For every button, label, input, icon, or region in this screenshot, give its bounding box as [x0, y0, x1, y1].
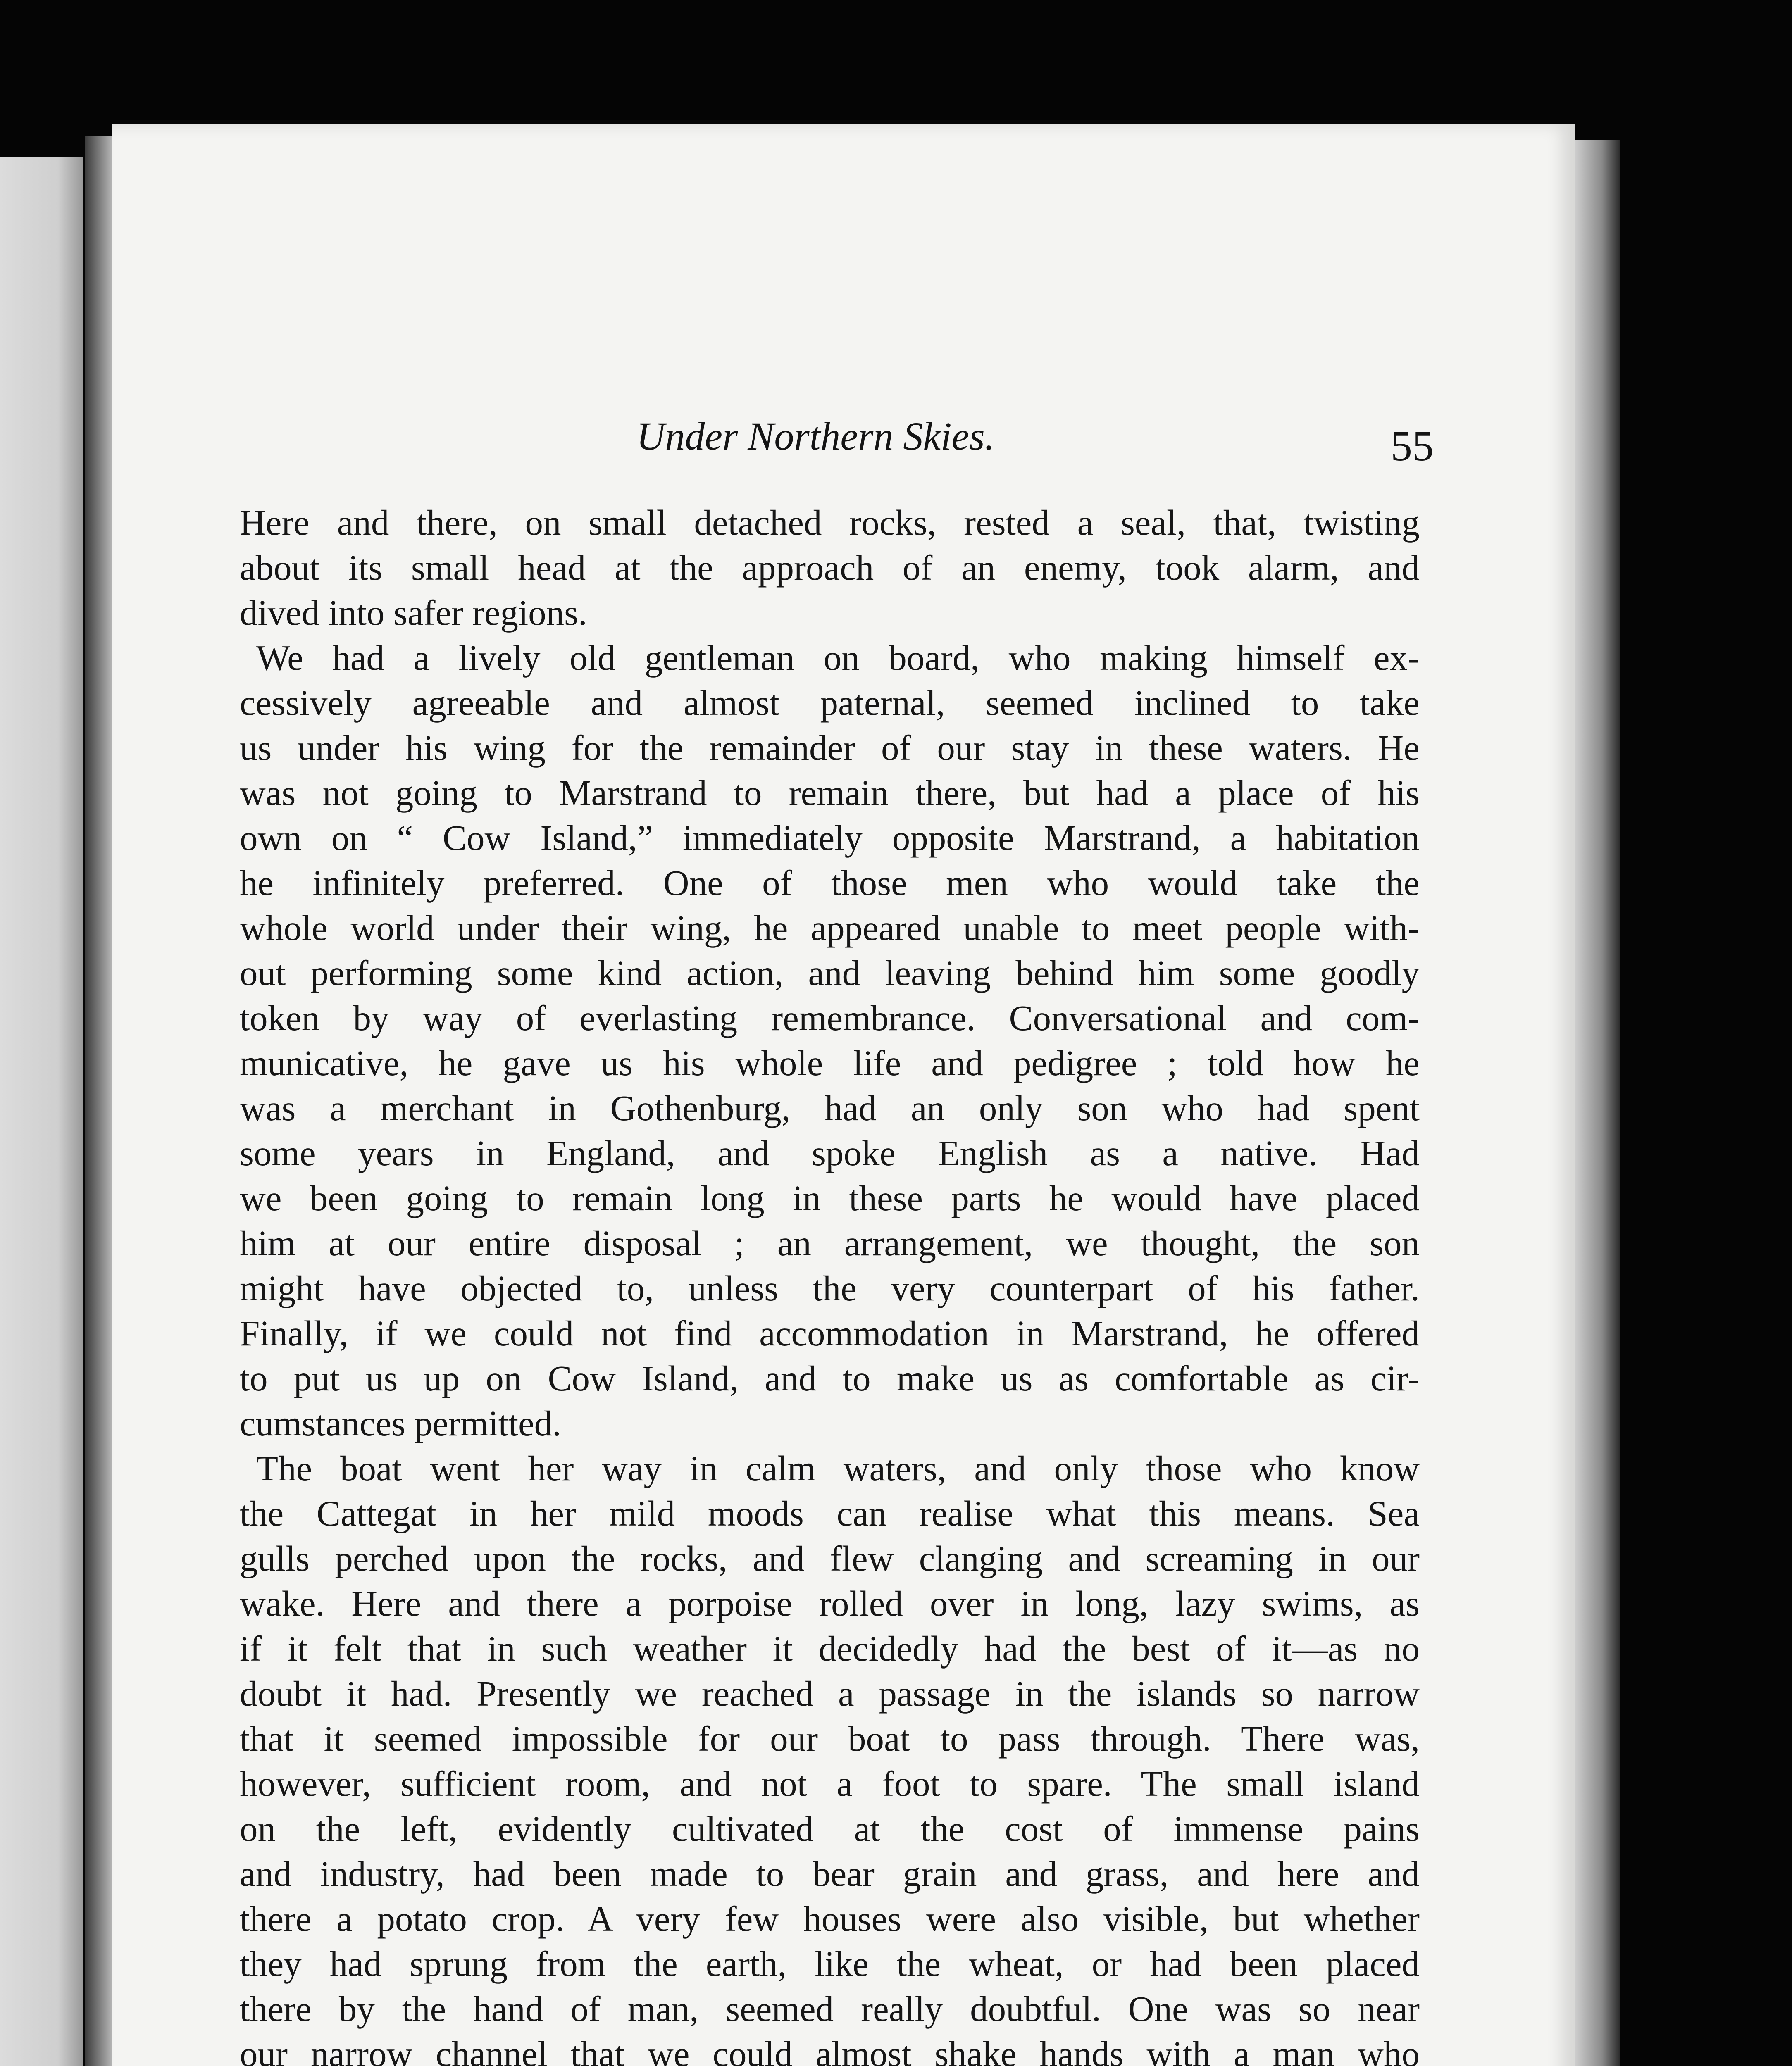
text-line: and industry, had been made to bear grain and grass, and here and	[240, 1854, 1420, 1894]
text-line: to put us up on Cow Island, and to make us as comfortable as cir-	[240, 1358, 1420, 1398]
text-line: our narrow channel that we could almost shake hands with a man who	[240, 2034, 1420, 2066]
text-line: about its small head at the approach of an enemy, took alarm, and	[240, 547, 1420, 588]
text-line: out performing some kind action, and leaving behind him some goodly	[240, 953, 1420, 993]
text-line: the Cattegat in her mild moods can realise what this means. Sea	[240, 1493, 1420, 1533]
text-line: doubt it had. Presently we reached a passage in the islands so narrow	[240, 1673, 1420, 1714]
text-line: on the left, evidently cultivated at the cost of immense pains	[240, 1809, 1420, 1849]
text-line: there a potato crop. A very few houses were also visible, but whether	[240, 1899, 1420, 1939]
text-line: cumstances permitted.	[240, 1403, 561, 1443]
text-line: whole world under their wing, he appeared unable to meet people with-	[240, 908, 1420, 948]
book-page	[112, 124, 1575, 2066]
previous-page-edge	[0, 157, 83, 2066]
text-line: he infinitely preferred. One of those men who would take the	[240, 863, 1420, 903]
text-line: The boat went her way in calm waters, and only those who know	[256, 1448, 1420, 1488]
body-text	[240, 500, 1420, 2066]
paragraph	[240, 500, 1420, 635]
text-line: some years in England, and spoke English as a native. Had	[240, 1133, 1420, 1173]
text-line: they had sprung from the earth, like the wheat, or had been placed	[240, 1944, 1420, 1984]
paragraph	[240, 635, 1420, 1446]
text-line: we been going to remain long in these parts he would have placed	[240, 1178, 1420, 1218]
text-line: municative, he gave us his whole life and pedigree ; told how he	[240, 1043, 1420, 1083]
text-line: token by way of everlasting remembrance. Conversational and com-	[240, 998, 1420, 1038]
text-line: own on “ Cow Island,” immediately opposite Marstrand, a habitation	[240, 818, 1420, 858]
text-line: dived into safer regions.	[240, 593, 587, 633]
paragraph	[240, 1446, 1420, 2066]
running-title: Under Northern Skies.	[636, 414, 995, 458]
text-line: that it seemed impossible for our boat to pass through. There was,	[240, 1718, 1420, 1759]
binding-gutter	[85, 136, 114, 2066]
page-stack-edge	[1575, 140, 1620, 2066]
text-line: Here and there, on small detached rocks, rested a seal, that, twisting	[240, 502, 1420, 543]
text-line: cessively agreeable and almost paternal, seemed inclined to take	[240, 683, 1420, 723]
text-line: Finally, if we could not find accommodation in Marstrand, he offered	[240, 1313, 1420, 1353]
text-line: if it felt that in such weather it decidedly had the best of it—as no	[240, 1628, 1420, 1669]
text-line: was a merchant in Gothenburg, had an only son who had spent	[240, 1088, 1420, 1128]
text-line: there by the hand of man, seemed really doubtful. One was so near	[240, 1989, 1420, 2029]
page-number: 55	[1391, 422, 1434, 470]
text-line: was not going to Marstrand to remain there, but had a place of his	[240, 773, 1420, 813]
text-line: him at our entire disposal ; an arrangement, we thought, the son	[240, 1223, 1420, 1263]
text-line: We had a lively old gentleman on board, who making himself ex-	[256, 638, 1420, 678]
running-head	[112, 413, 1575, 471]
text-line: us under his wing for the remainder of our stay in these waters. He	[240, 728, 1420, 768]
text-line: wake. Here and there a porpoise rolled over in long, lazy swims, as	[240, 1583, 1420, 1623]
text-line: however, sufficient room, and not a foot to spare. The small island	[240, 1764, 1420, 1804]
text-line: might have objected to, unless the very counterpart of his father.	[240, 1268, 1420, 1308]
text-line: gulls perched upon the rocks, and flew clanging and screaming in our	[240, 1538, 1420, 1578]
